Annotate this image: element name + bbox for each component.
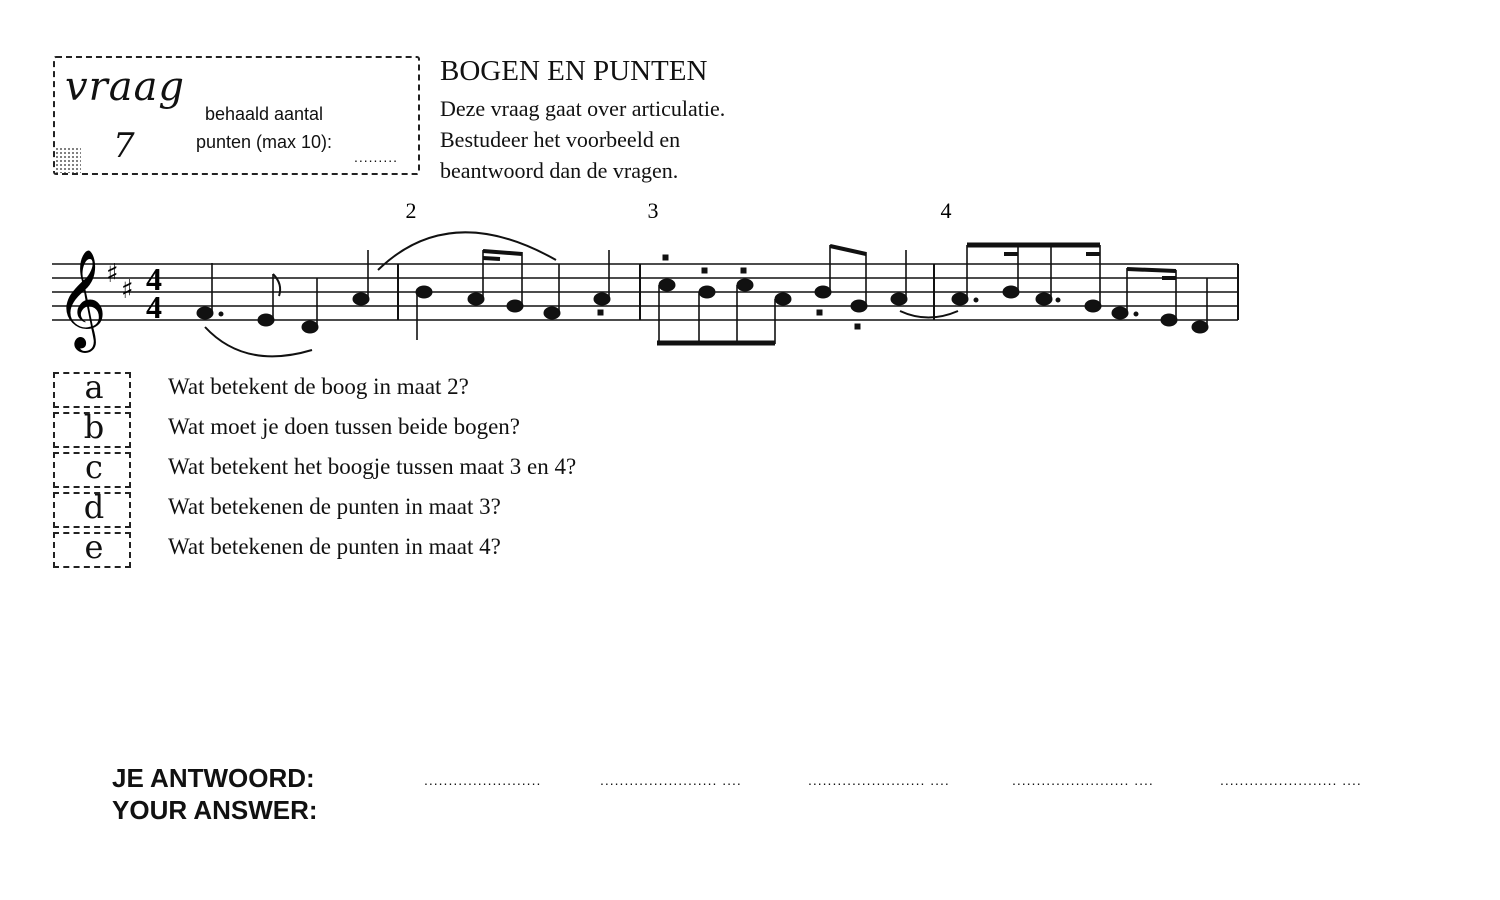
intro-line: Bestudeer het voorbeeld en — [440, 127, 681, 152]
measure-3 — [657, 245, 958, 344]
note-head — [775, 293, 791, 305]
measure-number-4: 4 — [940, 198, 952, 223]
question-letter: c — [85, 448, 103, 486]
staccato-dot — [702, 268, 707, 273]
question-letter-box — [53, 488, 131, 528]
sharp-icon: ♯ — [106, 259, 119, 289]
answer-field-e[interactable]: ........................ .... — [1220, 772, 1362, 788]
note-head — [815, 286, 831, 298]
staff-lines — [52, 264, 1238, 320]
question-letter-box — [53, 528, 131, 568]
note-head — [737, 279, 753, 291]
answer-field-b[interactable]: ........................ .... — [600, 772, 742, 788]
tie — [900, 311, 958, 318]
question-letter: b — [83, 408, 105, 446]
note-head — [952, 293, 968, 305]
note-head — [544, 307, 560, 319]
question-text: Wat betekenen de punten in maat 3? — [168, 494, 501, 519]
answer-label — [112, 762, 318, 826]
note-head — [1112, 307, 1128, 319]
answer-field-a[interactable]: ........................ — [424, 772, 542, 788]
question-letter-box — [53, 448, 131, 488]
note-head — [1003, 286, 1019, 298]
measure-number-3: 3 — [647, 198, 659, 223]
score-box — [53, 56, 420, 175]
slur — [205, 327, 312, 356]
question-letter-box — [53, 368, 131, 408]
intro-text — [440, 93, 725, 186]
answer-label-en: YOUR ANSWER: — [112, 795, 318, 825]
note-head — [258, 314, 274, 326]
note-head — [1192, 321, 1208, 333]
question-text: Wat betekenen de punten in maat 4? — [168, 534, 501, 559]
intro-line: beantwoord dan de vragen. — [440, 158, 679, 183]
time-signature-bottom: 4 — [146, 289, 162, 325]
question-letter: a — [84, 368, 104, 406]
answer-field-d[interactable]: ........................ .... — [1012, 772, 1154, 788]
note-head — [416, 286, 432, 298]
answer-label-nl: JE ANTWOORD: — [112, 763, 315, 793]
vraag-number: 7 — [113, 126, 135, 166]
vraag-label: vraag — [65, 64, 186, 110]
question-text: Wat betekent het boogje tussen maat 3 en 4? — [168, 454, 577, 479]
question-letter-box — [53, 408, 131, 448]
intro-line: Deze vraag gaat over articulatie. — [440, 96, 726, 121]
question-text: Wat moet je doen tussen beide bogen? — [168, 414, 520, 439]
note-head — [1161, 314, 1177, 326]
note-head — [699, 286, 715, 298]
staccato-dot — [855, 324, 860, 329]
note-head — [851, 300, 867, 312]
note-head — [594, 293, 610, 305]
treble-clef-icon: 𝄞 — [56, 249, 107, 349]
measure-number-2: 2 — [405, 198, 417, 223]
staccato-dot — [598, 310, 603, 315]
question-letter: d — [83, 488, 105, 526]
question-text: Wat betekent de boog in maat 2? — [168, 374, 469, 399]
points-field[interactable]: ......... — [353, 149, 398, 165]
note-head — [659, 279, 675, 291]
measure-1 — [197, 250, 369, 356]
sharp-icon: ♯ — [121, 275, 134, 305]
note-head — [1036, 293, 1052, 305]
time-signature-top: 4 — [146, 261, 162, 297]
points-label: behaald aantal punten (max 10): — [195, 104, 333, 152]
question-letter: e — [84, 528, 104, 566]
staccato-dot — [741, 268, 746, 273]
dot — [219, 312, 223, 316]
note-head — [891, 293, 907, 305]
music-staff — [0, 190, 1500, 360]
note-head — [197, 307, 213, 319]
page-title: BOGEN EN PUNTEN — [440, 55, 708, 87]
note-head — [507, 300, 523, 312]
corner-pattern — [55, 147, 81, 173]
note-head — [302, 321, 318, 333]
staccato-dot — [663, 255, 668, 260]
note-head — [1085, 300, 1101, 312]
staccato-dot — [817, 310, 822, 315]
answer-field-c[interactable]: ........................ .... — [808, 772, 950, 788]
note-head — [468, 293, 484, 305]
measure-2 — [378, 232, 610, 340]
note-head — [353, 293, 369, 305]
